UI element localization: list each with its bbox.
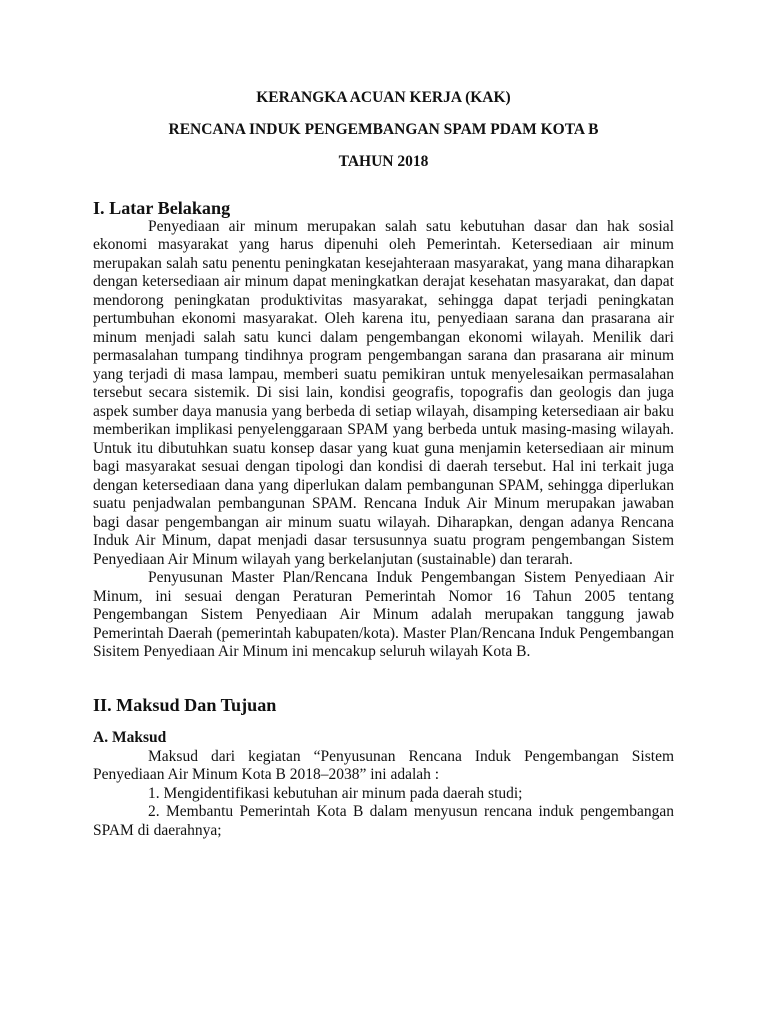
section-heading-latar-belakang: I. Latar Belakang	[93, 198, 231, 218]
paragraph-latar-belakang-1: Penyediaan air minum merupakan salah satu kebutuhan dasar dan hak sosial ekonomi masyarakat yang harus dipenuhi oleh Pemerintah. Ketersediaan air minum merupakan salah satu penentu peningkatan kesejahteraan masyarakat, yang mana diharapkan dengan ketersediaan air minum dapat meningkatkan derajat kesehatan masyarakat, dan dapat mendorong peningkatan produktivitas masyarakat, sehingga dapat terjadi peningkatan pertumbuhan ekonomi masyarakat. Oleh karena itu, penyediaan sarana dan prasarana air minum menjadi salah satu kunci dalam pengembangan ekonomi wilayah. Menilik dari permasalahan tumpang tindihnya program pengembangan sarana dan prasarana air minum yang terjadi di masa lampau, memberi suatu pemikiran untuk menyelesaikan permasalahan tersebut secara sistemik. Di sisi lain, kondisi geografis, topografis dan geologis dan juga aspek sumber daya manusia yang berbeda di setiap wilayah, disamping ketersediaan air baku memberikan implikasi penyelenggaraan SPAM yang berbeda untuk masing-masing wilayah. Untuk itu dibutuhkan suatu konsep dasar yang kuat guna menjamin ketersediaan air minum bagi masyarakat sesuai dengan tipologi dan kondisi di daerah tersebut. Hal ini terkait juga dengan ketersediaan dana yang diperlukan dalam pembangunan SPAM, sehingga diperlukan suatu penjadwalan pembangunan SPAM. Rencana Induk Air Minum merupakan jawaban bagi dasar pengembangan air minum suatu wilayah. Diharapkan, dengan adanya Rencana Induk Air Minum, dapat menjadi dasar tersusunnya suatu program pengembangan Sistem Penyediaan Air Minum wilayah yang berkelanjutan (sustainable) dan terarah.	[93, 217, 674, 568]
paragraph-maksud-intro: Maksud dari kegiatan “Penyusunan Rencana Induk Pengembangan Sistem Penyediaan Air Minum Kota B 2018–2038” ini adalah :	[93, 747, 674, 783]
subsection-heading-maksud: A. Maksud	[93, 729, 167, 746]
list-item-maksud-1: 1. Mengidentifikasi kebutuhan air minum pada daerah studi;	[148, 784, 523, 802]
section-heading-maksud-tujuan: II. Maksud Dan Tujuan	[93, 694, 277, 715]
document-year: TAHUN 2018	[338, 153, 429, 170]
list-item-maksud-2: 2. Membantu Pemerintah Kota B dalam menyusun rencana induk pengembangan SPAM di daerahnya;	[93, 803, 674, 839]
paragraph-latar-belakang-2: Penyusunan Master Plan/Rencana Induk Pengembangan Sistem Penyediaan Air Minum, ini sesuai dengan Peraturan Pemerintah Nomor 16 Tahun 2005 tentang Pengembangan Sistem Penyediaan Air Minum adalah merupakan tanggung jawab Pemerintah Daerah (pemerintah kabupaten/kota). Master Plan/Rencana Induk Pengembangan Sisitem Penyediaan Air Minum ini mencakup seluruh wilayah Kota B.	[93, 569, 674, 660]
document-title: KERANGKA ACUAN KERJA (KAK)	[256, 89, 511, 106]
document-subtitle: RENCANA INDUK PENGEMBANGAN SPAM PDAM KOTA B	[168, 121, 599, 138]
